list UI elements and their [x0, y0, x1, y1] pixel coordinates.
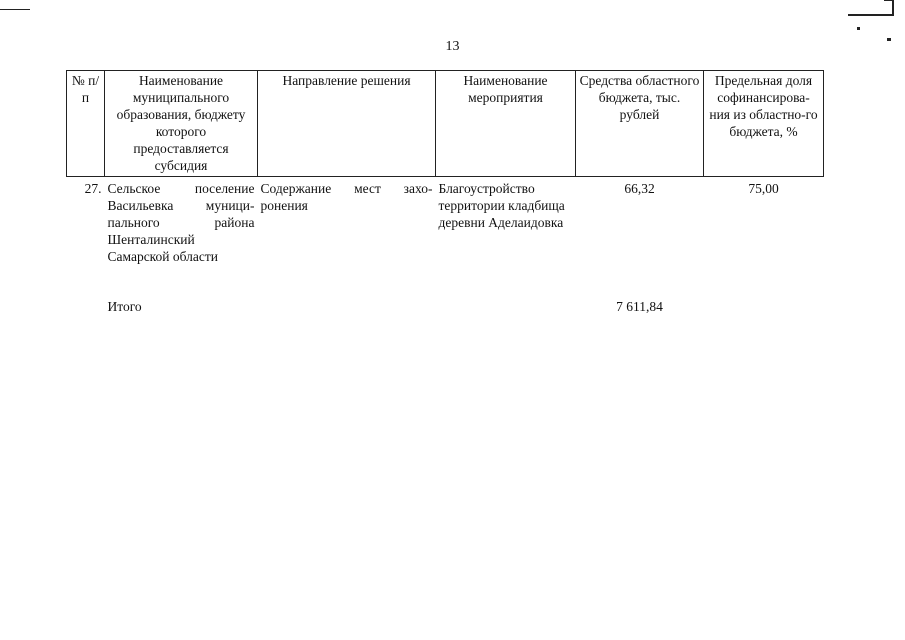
total-empty-cell: [436, 268, 576, 318]
scan-mark: [887, 38, 891, 41]
table-header-row: [67, 71, 824, 177]
header-event: Наименование мероприятия: [436, 71, 576, 177]
total-row: [67, 268, 824, 318]
page-number: 13: [445, 39, 460, 54]
header-share: Предельная доля софинансирова-ния из областно-го бюджета, %: [704, 71, 824, 177]
scan-mark: [892, 0, 894, 16]
row-funds: 66,32: [624, 181, 655, 196]
subsidy-table: [66, 70, 824, 318]
total-empty-cell: [704, 268, 824, 318]
scan-mark: [857, 27, 860, 30]
row-number: 27.: [84, 181, 102, 196]
row-municipality: Сельское поселение Васильевка муници-пального района Шенталинский Самарской области: [107, 181, 255, 264]
header-direction: Направление решения: [258, 71, 436, 177]
scan-mark: [0, 9, 30, 10]
row-direction: Содержание мест захо-ронения: [260, 181, 433, 213]
total-number-cell: [67, 268, 105, 318]
header-municipality: Наименование муниципального образования, бюджету которого предоставляется субсидия: [105, 71, 258, 177]
total-funds: 7 611,84: [616, 299, 663, 314]
row-event: Благоустройство территории кладбища деревни Аделаидовка: [438, 181, 565, 230]
header-number: № п/п: [67, 71, 105, 177]
table-row: [67, 177, 824, 269]
row-share: 75,00: [748, 181, 779, 196]
total-empty-cell: [258, 268, 436, 318]
total-label: Итого: [107, 299, 142, 314]
scan-mark: [848, 14, 894, 16]
header-funds: Средства областного бюджета, тыс. рублей: [576, 71, 704, 177]
scan-mark: [884, 0, 894, 1]
